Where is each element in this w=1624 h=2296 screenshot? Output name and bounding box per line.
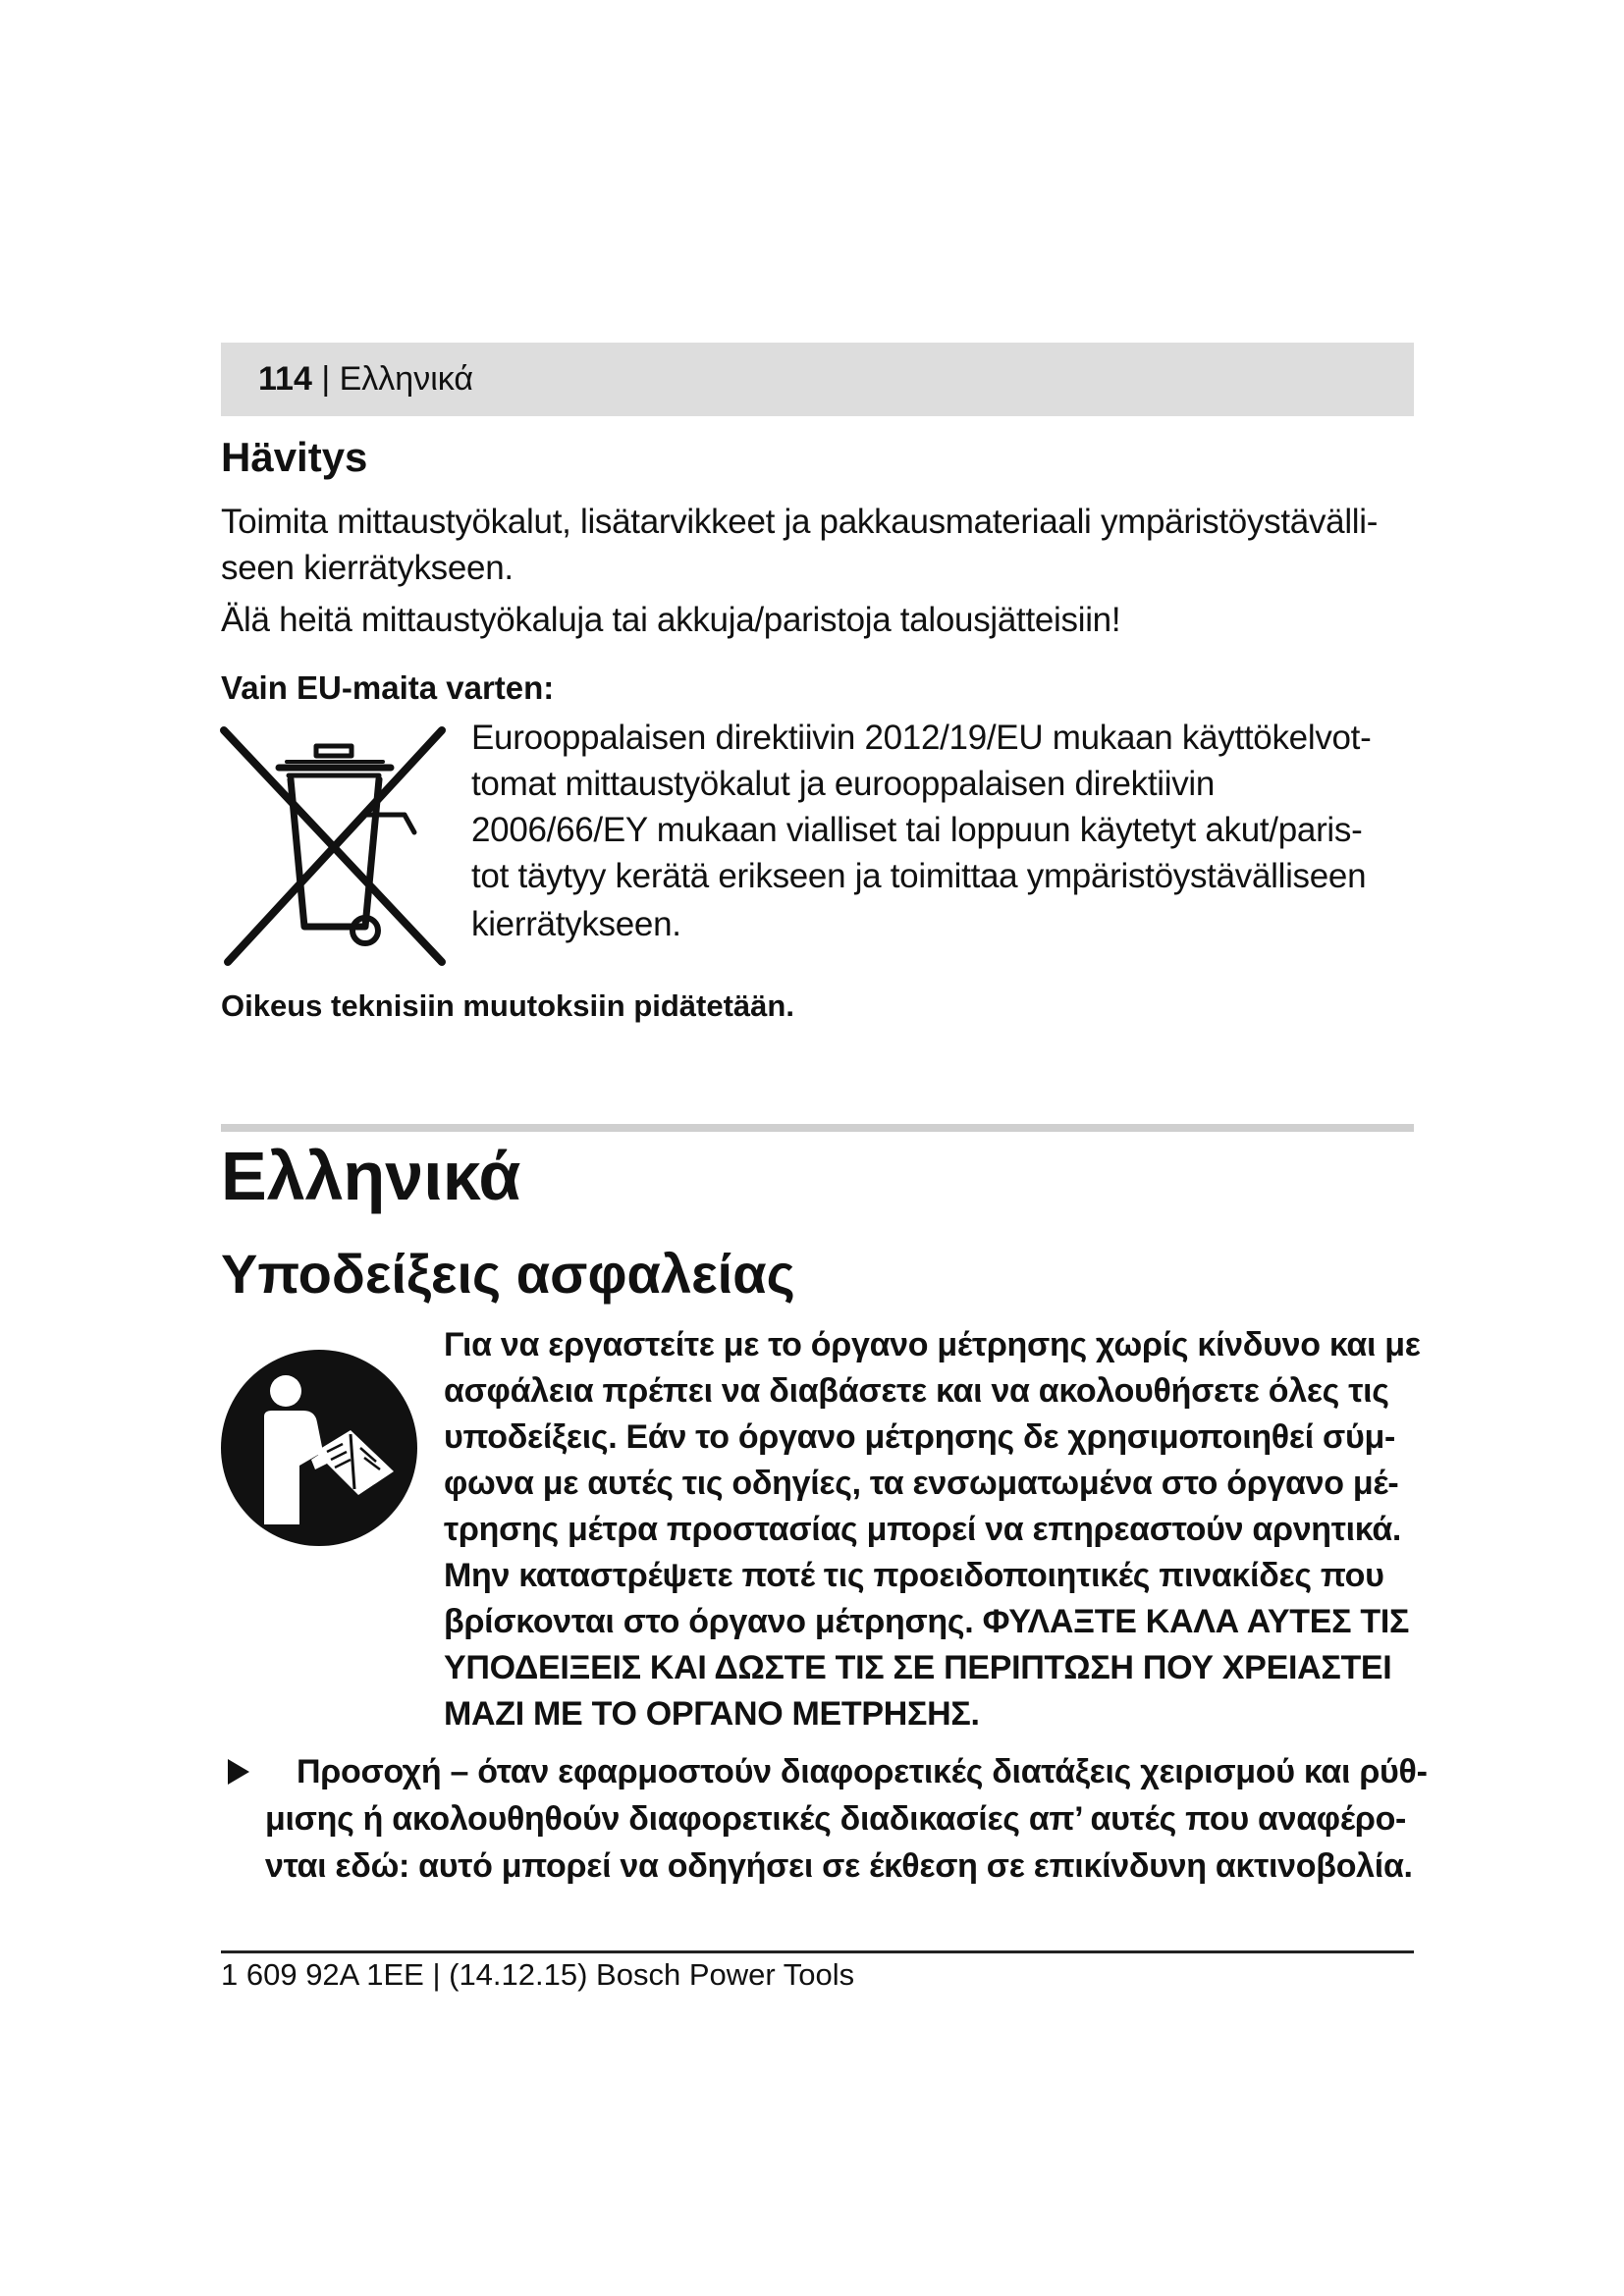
page-header (221, 343, 1414, 416)
warning-line-2: μισης ή ακολουθηθούν διαφορετικές διαδικασίες απ’ αυτές που αναφέρο- (265, 1800, 1407, 1838)
page-header-text (258, 356, 473, 401)
crossed-out-wheelie-bin-icon (218, 724, 450, 968)
safety-line-8: ΥΠΟΔΕΙΞΕΙΣ ΚΑΙ ΔΩΣΤΕ ΤΙΣ ΣΕ ΠΕΡΙΠΤΩΣΗ ΠΟΥ ΧΡΕΙΑΣΤΕΙ (444, 1649, 1392, 1686)
safety-line-3: υποδείξεις. Εάν το όργανο μέτρησης δε χρησιμοποιηθεί σύμ- (444, 1418, 1395, 1456)
eu-line-5: kierrätykseen. (471, 905, 681, 943)
header-language: Ελληνικά (339, 360, 473, 398)
disposal-line-1: Toimita mittaustyökalut, lisätarvikkeet ja pakkausmateriaali ympäristöystävälli- (221, 503, 1379, 541)
disposal-line-3: Älä heitä mittaustyökaluja tai akkuja/paristoja talousjätteisiin! (221, 601, 1121, 639)
disposal-line-2: seen kierrätykseen. (221, 549, 514, 587)
header-separator: | (321, 360, 331, 398)
eu-line-2: tomat mittaustyökalut ja eurooppalaisen direktiivin (471, 765, 1216, 803)
disposal-heading: Hävitys (221, 434, 368, 480)
eu-line-1: Eurooppalaisen direktiivin 2012/19/EU mukaan käyttökelvot- (471, 719, 1372, 757)
safety-line-2: ασφάλεια πρέπει να διαβάσετε και να ακολουθήσετε όλες τις (444, 1372, 1389, 1410)
safety-heading: Υποδείξεις ασφαλείας (221, 1243, 795, 1305)
language-section-title: Ελληνικά (221, 1138, 521, 1214)
rights-reserved-note: Oikeus teknisiin muutoksiin pidätetään. (221, 988, 794, 1023)
warning-line-3: νται εδώ: αυτό μπορεί να οδηγήσει σε έκθεση σε επικίνδυνη ακτινοβολία. (265, 1847, 1413, 1885)
footer-text: 1 609 92A 1EE | (14.12.15) Bosch Power Tools (221, 1957, 855, 1992)
safety-line-9: ΜΑΖΙ ΜΕ ΤΟ ΟΡΓΑΝΟ ΜΕΤΡΗΣΗΣ. (444, 1695, 980, 1733)
safety-line-1: Για να εργαστείτε με το όργανο μέτρησης χωρίς κίνδυνο και με (444, 1326, 1421, 1363)
safety-line-7: βρίσκονται στο όργανο μέτρησης. ΦΥΛΑΞΤΕ ΚΑΛΑ ΑΥΤΕΣ ΤΙΣ (444, 1603, 1410, 1640)
read-manual-icon (221, 1350, 417, 1546)
eu-line-4: tot täytyy kerätä erikseen ja toimittaa ympäristöystävälliseen (471, 857, 1367, 895)
page-number: 114 (258, 360, 312, 398)
safety-line-5: τρησης μέτρα προστασίας μπορεί να επηρεαστούν αρνητικά. (444, 1511, 1402, 1548)
triangle-bullet-icon (226, 1757, 251, 1787)
eu-line-3: 2006/66/EY mukaan vialliset tai loppuun käytetyt akut/paris- (471, 811, 1363, 849)
warning-line-1: Προσοχή – όταν εφαρμοστούν διαφορετικές διατάξεις χειρισμού και ρύθ- (297, 1753, 1428, 1790)
eu-only-label: Vain EU-maita varten: (221, 669, 555, 706)
safety-line-6: Μην καταστρέψετε ποτέ τις προειδοποιητικές πινακίδες που (444, 1557, 1384, 1594)
safety-line-4: φωνα με αυτές τις οδηγίες, τα ενσωματωμένα στο όργανο μέ- (444, 1465, 1399, 1502)
